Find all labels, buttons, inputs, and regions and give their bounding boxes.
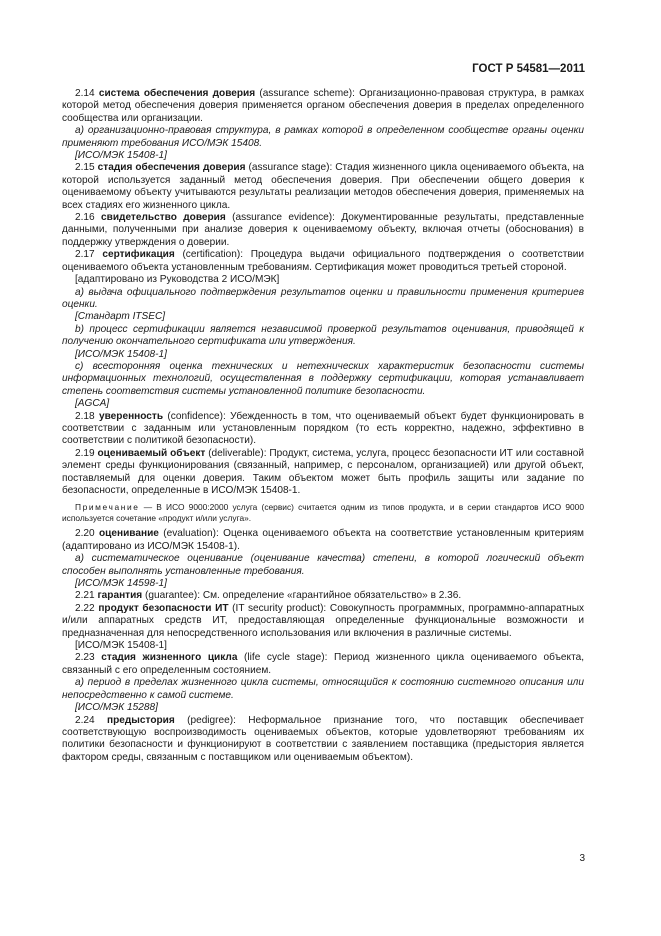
page-number: 3 — [579, 853, 585, 864]
term-entry-2-19: 2.19 оцениваемый объект (deliverable): Продукт, система, услуга, процесс безопасности ИТ или составной элемент среды функционирования (связанный, например, с персоналом, организацией) или другой объект, поставляемый для оценки доверия. Таким объектом может быть профиль защиты или задание по безопасности, определенные в ИСО/МЭК 15408-1. — [62, 447, 584, 496]
annex-b: b) процесс сертификации является независимой проверкой результатов оценивания, приводящей к получению окончательного сертификата или утверждения. — [62, 323, 584, 348]
term-entry-2-21: 2.21 гарантия (guarantee): См. определение «гарантийное обязательство» в 2.36. — [75, 590, 462, 602]
note: Примечание — В ИСО 9000:2000 услуга (сервис) считается одним из типов продукта, и в серии стандартов ИСО 9000 используется сочетание «продукт и/или услуга». — [62, 502, 584, 524]
annex-a: а) систематическое оценивание (оценивание качества) степени, в которой логический объект способен выполнять установленные требования. — [62, 553, 584, 577]
term-entry-2-20: 2.20 оценивание (evaluation): Оценка оцениваемого объекта на соответствие установленным критериям (адаптировано из ИСО/МЭК 15408-1). — [62, 528, 584, 552]
reference: [Стандарт ITSEC] — [75, 311, 166, 323]
reference: [ИСО/МЭК 15288] — [75, 702, 158, 714]
reference: [ИСО/МЭК 15408-1] — [75, 348, 167, 360]
reference: [ИСО/МЭК 15408-1] — [75, 150, 167, 162]
source-note: [адаптировано из Руководства 2 ИСО/МЭК] — [75, 274, 280, 286]
document-body — [62, 88, 584, 764]
term-entry-2-15: 2.15 стадия обеспечения доверия (assurance stage): Стадия жизненного цикла оцениваемого объекта, на которой используется заданный метод обеспечения доверия. При обеспечении общего доверия к оцениваемому объекту учитываются результаты реализации методов обеспечения доверия, применяемых на всех стадиях его жизненного цикла. — [62, 162, 584, 211]
annex-c: c) всесторонняя оценка технических и нетехнических характеристик безопасности системы информационных технологий, осуществленная в поддержку сертификации, которая устанавливает степень соответствия системы установленной политике безопасности. — [62, 360, 584, 397]
source-note: [ИСО/МЭК 15408-1] — [75, 640, 167, 652]
annex-a: а) выдача официального подтверждения результатов оценки и правильности применения критериев оценки. — [62, 286, 584, 310]
term-entry-2-23: 2.23 стадия жизненного цикла (life cycle stage): Период жизненного цикла оцениваемого объекта, связанный с его определенным состоянием. — [62, 652, 584, 676]
reference: [AGCA] — [75, 398, 110, 410]
annex-a: а) организационно-правовая структура, в рамках которой в определенном сообществе органы оценки применяют требования ИСО/МЭК 15408. — [62, 125, 584, 149]
term-entry-2-18: 2.18 уверенность (confidence): Убежденность в том, что оцениваемый объект будет функционировать в соответствии с заданным или установленным порядком (то есть корректно, надежно, эффективно в соответствии с политикой безопасности). — [62, 410, 584, 447]
term-entry-2-24: 2.24 предыстория (pedigree): Неформальное признание того, что поставщик обеспечивает соответствующую воспроизводимость оцениваемых объектов, которые удовлетворяют требованиям их политики безопасности и функционируют в соответствии с заявлением поставщика (предыстория является фактором среды, связанным с поставщиком или оцениваемым объектом). — [62, 714, 584, 763]
annex-a: а) период в пределах жизненного цикла системы, относящийся к состоянию системного описания или непосредственно к самой системе. — [62, 677, 584, 701]
term-entry-2-14: 2.14 система обеспечения доверия (assurance scheme): Организационно-правовая структура, в рамках которой метод обеспечения доверия применяется органом обеспечения доверия в пределах определенного сообщества или организации. — [62, 88, 584, 124]
term-entry-2-22: 2.22 продукт безопасности ИТ (IT security product): Совокупность программных, программно-аппаратных и/или аппаратных средств ИТ, предоставляющая определенные функциональные возможности и предназначенная для непосредственного использования или включения в различные системы. — [62, 602, 585, 639]
term-entry-2-16: 2.16 свидетельство доверия (assurance evidence): Документированные результаты, представленные данными, полученными при анализе доверия к оцениваемому объекту, включая отчеты (обоснования) в поддержку утверждения о доверии. — [62, 212, 584, 248]
term-entry-2-17: 2.17 сертификация (certification): Процедура выдачи официального подтверждения о соответствии оцениваемого объекта установленным требованиям. Сертификация может проводиться третьей стороной. — [62, 249, 584, 273]
reference: [ИСО/МЭК 14598-1] — [75, 578, 167, 590]
document-id: ГОСТ Р 54581—2011 — [472, 63, 585, 75]
